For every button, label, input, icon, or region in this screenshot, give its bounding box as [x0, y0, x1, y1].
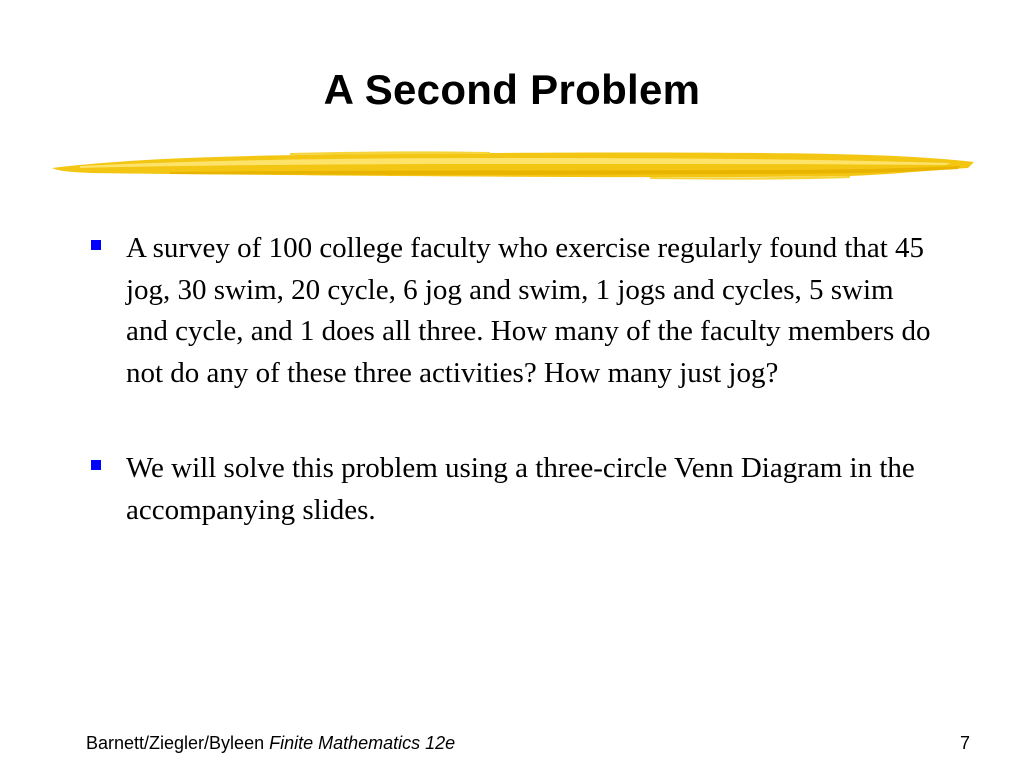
footer-authors: Barnett/Ziegler/Byleen	[86, 733, 265, 753]
bullet-item	[90, 448, 940, 531]
square-bullet-icon	[91, 460, 101, 470]
yellow-brush-stroke-divider	[50, 146, 976, 186]
square-bullet-icon	[91, 240, 101, 250]
slide-title: A Second Problem	[323, 66, 701, 113]
bullet-text: A survey of 100 college faculty who exercise regularly found that 45 jog, 30 swim, 20 cycle, 6 jog and swim, 1 jogs and cycles, 5 swim and cycle, and 1 does all three. How many of the faculty members do not do any of these three activities? How many just jog?	[126, 232, 931, 389]
page-number: 7	[959, 733, 970, 753]
bullet-text: We will solve this problem using a three-circle Venn Diagram in the accompanying slides.	[126, 452, 915, 526]
bullet-list	[90, 228, 940, 585]
bullet-item	[90, 228, 940, 394]
footer-book-title: Finite Mathematics 12e	[269, 733, 456, 753]
footer-citation	[86, 732, 455, 754]
